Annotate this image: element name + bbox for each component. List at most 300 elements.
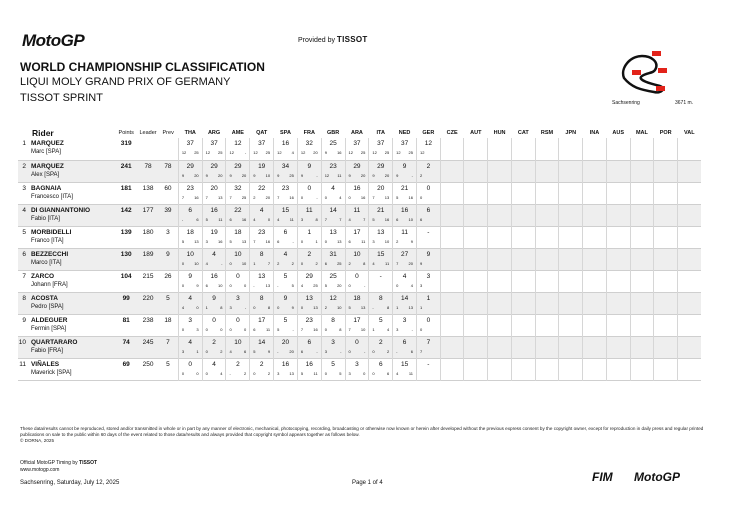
col-race: CAT: [517, 130, 529, 136]
race-total: 22: [258, 184, 266, 192]
race-cell-empty: [535, 314, 559, 336]
race-cell: [297, 358, 321, 380]
race-cell-empty: [440, 204, 464, 226]
race-cell: [393, 358, 417, 380]
race-cell: [417, 314, 441, 336]
race-total: 2: [236, 360, 240, 368]
fim-logo: FIM: [592, 470, 613, 484]
race-total: 29: [305, 272, 313, 280]
race-cell-empty: [440, 314, 464, 336]
race-total: 21: [377, 206, 385, 214]
table-row: [18, 358, 701, 380]
race-cell: [321, 204, 345, 226]
race-cell: [321, 248, 345, 270]
race-total: 8: [378, 294, 383, 302]
race-points: 16: [408, 194, 413, 200]
race-points: 9: [410, 238, 413, 244]
race-cell: [250, 292, 274, 314]
race-cell: [369, 336, 393, 358]
sprint-points: 7: [420, 348, 423, 354]
leader-gap: [138, 138, 158, 160]
race-points: 10: [337, 304, 342, 310]
race-cell: [297, 138, 321, 160]
race-points: 7: [339, 216, 342, 222]
rider-firstname: Fabio [ITA]: [30, 215, 60, 222]
race-cell-empty: [535, 292, 559, 314]
sprint-points: 12: [300, 150, 306, 155]
position: 6: [22, 250, 26, 258]
sprint-points: 5: [277, 326, 280, 332]
race-total: 29: [234, 162, 242, 170]
race-cell-empty: [630, 226, 654, 248]
race-cell-empty: [630, 314, 654, 336]
sprint-points: 9: [324, 150, 327, 155]
sprint-points: 5: [348, 304, 351, 310]
race-cell-empty: [630, 358, 654, 380]
race-cell-empty: [464, 204, 488, 226]
race-cell: [393, 270, 417, 292]
race-cell: [393, 160, 417, 182]
sprint-points: 6: [253, 326, 256, 332]
race-cell-empty: [511, 138, 535, 160]
col-race: SPA: [280, 130, 291, 136]
race-cell: [202, 270, 226, 292]
race-cell-empty: [488, 336, 512, 358]
race-cell-empty: [559, 248, 583, 270]
sprint-points: 12: [324, 172, 330, 178]
race-points: 11: [385, 260, 390, 266]
race-cell: [274, 292, 298, 314]
race-points: 2: [267, 370, 271, 376]
race-cell-empty: [559, 358, 583, 380]
race-cell: [178, 292, 202, 314]
classification-table: [18, 128, 701, 381]
race-total: 23: [186, 184, 194, 192]
race-total: 0: [426, 184, 431, 192]
position: 5: [22, 228, 26, 236]
points: 139: [120, 228, 132, 236]
sprint-points: 2: [348, 260, 351, 266]
race-cell: [250, 226, 274, 248]
race-points: 13: [194, 238, 199, 244]
race-total: 6: [307, 338, 312, 346]
race-total: 3: [426, 272, 431, 280]
race-points: 16: [337, 150, 342, 155]
race-cell: [417, 248, 441, 270]
sprint-points: 0: [300, 194, 304, 200]
race-cell-empty: [488, 182, 512, 204]
sprint-points: 5: [396, 194, 399, 200]
race-cell-empty: [678, 182, 701, 204]
position: 10: [18, 338, 26, 346]
race-cell: [178, 182, 202, 204]
sprint-points: 7: [396, 260, 399, 266]
race-points: 16: [241, 216, 247, 222]
sprint-points: 4: [229, 348, 232, 354]
race-points: 20: [194, 172, 199, 178]
race-cell-empty: [440, 182, 464, 204]
sprint-points: 6: [396, 216, 399, 222]
sprint-points: 4: [253, 216, 256, 222]
race-cell-empty: [583, 292, 607, 314]
race-total: 3: [402, 316, 407, 324]
sprint-points: 0: [348, 194, 351, 200]
race-cell-empty: [678, 204, 701, 226]
race-cell-empty: [630, 270, 654, 292]
rider-cell: [26, 292, 114, 314]
race-total: 14: [258, 338, 266, 346]
race-cell: [369, 160, 393, 182]
race-total: 1: [307, 228, 312, 236]
sprint-points: -: [253, 282, 255, 288]
race-points: 16: [218, 238, 223, 244]
race-cell-empty: [630, 182, 654, 204]
race-cell-empty: [654, 358, 678, 380]
race-total: 37: [377, 140, 385, 147]
race-total: 0: [212, 316, 216, 324]
col-race: AUT: [470, 130, 482, 136]
race-cell: [178, 248, 202, 270]
prev-gap: 78: [164, 162, 172, 170]
race-cell-empty: [464, 182, 488, 204]
race-cell: [393, 138, 417, 160]
race-cell-empty: [606, 182, 630, 204]
race-cell: [393, 292, 417, 314]
sprint-points: 12: [253, 150, 258, 155]
race-total: 2: [307, 250, 312, 258]
sprint-points: -: [229, 370, 231, 376]
race-points: -: [221, 260, 223, 266]
col-race: ARG: [207, 130, 221, 136]
race-points: 11: [218, 216, 223, 222]
sprint-points: 7: [181, 194, 185, 200]
points: 130: [120, 250, 132, 258]
sprint-points: 0: [253, 304, 256, 310]
sprint-points: 6: [348, 238, 351, 244]
table-row: [18, 292, 701, 314]
race-total: 11: [305, 206, 313, 214]
points: 69: [122, 360, 130, 368]
race-points: 9: [196, 282, 199, 288]
race-points: 11: [265, 326, 271, 332]
race-points: 20: [313, 150, 318, 155]
race-cell: [250, 336, 274, 358]
race-cell: [226, 336, 250, 358]
race-cell: [417, 358, 441, 380]
race-points: 25: [265, 150, 271, 155]
race-total: 10: [353, 250, 361, 258]
rider-firstname: Alex [SPA]: [30, 171, 60, 178]
sprint-points: 2: [253, 194, 256, 200]
race-points: 8: [386, 304, 390, 310]
sprint-points: 3: [420, 282, 423, 288]
race-cell-empty: [488, 314, 512, 336]
race-total: 9: [212, 294, 216, 302]
website-link[interactable]: www.motogp.com: [20, 467, 60, 473]
track-length: 3671 m.: [675, 100, 694, 106]
sprint-points: 0: [181, 370, 185, 376]
race-cell-empty: [583, 182, 607, 204]
race-cell: [369, 138, 393, 160]
rider-name: ALDEGUER: [30, 316, 68, 324]
race-total: 37: [186, 140, 194, 147]
race-total: 5: [283, 272, 288, 280]
race-points: 11: [289, 216, 294, 222]
sprint-points: 0: [300, 304, 304, 310]
leader-gap: 78: [144, 162, 152, 170]
race-points: -: [411, 172, 413, 178]
race-cell: [321, 336, 345, 358]
sprint-points: 6: [205, 282, 208, 288]
race-cell: [345, 160, 369, 182]
prev-gap: 9: [166, 250, 170, 258]
sprint-points: 1: [205, 304, 208, 310]
race-cell-empty: [535, 226, 559, 248]
place-date: Sachsenring, Saturday, July 12, 2025: [20, 480, 120, 486]
race-total: 3: [188, 316, 193, 324]
table-row: [18, 204, 701, 226]
prev-gap: 26: [164, 272, 172, 280]
race-points: 16: [265, 238, 271, 244]
sprint-points: 0: [372, 348, 375, 354]
race-cell: [202, 336, 226, 358]
race-cell-empty: [488, 226, 512, 248]
race-cell-empty: [559, 138, 583, 160]
table-row: [18, 270, 701, 292]
race-cell: [393, 248, 417, 270]
race-cell: [369, 226, 393, 248]
race-cell-empty: [440, 226, 464, 248]
race-total: 19: [210, 228, 218, 236]
sprint-points: 0: [229, 260, 232, 266]
points: 81: [122, 316, 130, 324]
race-total: 3: [355, 360, 359, 368]
col-race: POR: [659, 130, 672, 136]
race-cell: [321, 226, 345, 248]
race-total: 6: [402, 338, 407, 346]
race-points: 11: [313, 370, 318, 376]
race-cell: [369, 248, 393, 270]
race-cell: [321, 292, 345, 314]
sprint-points: 0: [324, 194, 327, 200]
race-total: 16: [400, 206, 409, 214]
race-cell-empty: [488, 358, 512, 380]
rider-cell: [26, 248, 114, 270]
position: 8: [22, 294, 26, 302]
race-cell-empty: [583, 336, 607, 358]
race-cell: [393, 204, 417, 226]
col-rider: Rider: [32, 128, 54, 138]
race-total: 9: [283, 294, 288, 302]
rider-cell: [26, 160, 114, 182]
sprint-points: 7: [229, 194, 232, 200]
race-cell: [178, 314, 202, 336]
race-cell-empty: [464, 314, 488, 336]
race-total: 23: [329, 162, 337, 170]
race-cell-empty: [654, 248, 678, 270]
race-total: 4: [402, 272, 407, 280]
race-cell-empty: [464, 248, 488, 270]
race-total: 10: [186, 250, 194, 258]
rider-name: QUARTARARO: [30, 338, 78, 346]
race-cell: [250, 314, 274, 336]
race-cell-empty: [535, 248, 559, 270]
race-cell: [345, 336, 369, 358]
race-cell: [345, 358, 369, 380]
race-points: 16: [384, 216, 390, 222]
race-points: 20: [289, 348, 294, 354]
race-points: 5: [339, 370, 342, 376]
col-race: AME: [231, 130, 244, 136]
col-race: JPN: [565, 130, 577, 136]
race-total: 12: [329, 294, 337, 302]
race-cell-empty: [559, 314, 583, 336]
sprint-points: 9: [229, 172, 232, 178]
race-cell: [250, 204, 274, 226]
race-total: 16: [210, 206, 218, 214]
race-total: 9: [307, 162, 312, 170]
table-row: [18, 248, 701, 270]
race-total: 16: [210, 272, 218, 280]
race-cell: [226, 270, 250, 292]
sprint-points: 5: [181, 238, 185, 244]
race-cell-empty: [511, 226, 535, 248]
race-cell: [321, 182, 345, 204]
race-cell-empty: [440, 248, 464, 270]
sprint-points: 1: [396, 304, 399, 310]
race-points: 13: [241, 238, 247, 244]
race-points: -: [244, 304, 247, 310]
sprint-points: 1: [253, 260, 256, 266]
race-cell: [297, 270, 321, 292]
prev-gap: 60: [164, 184, 172, 192]
race-cell-empty: [488, 138, 512, 160]
race-cell-empty: [583, 226, 607, 248]
race-cell: [345, 226, 369, 248]
sprint-points: 0: [348, 282, 351, 288]
race-points: -: [292, 326, 294, 332]
race-cell-empty: [654, 270, 678, 292]
race-cell: [297, 248, 321, 270]
race-points: 9: [291, 304, 294, 310]
sprint-points: 2: [324, 304, 327, 310]
race-cell: [178, 270, 202, 292]
race-points: 13: [313, 304, 318, 310]
race-total: -: [427, 228, 430, 236]
sprint-points: 3: [277, 370, 280, 376]
race-total: -: [427, 360, 430, 368]
race-points: 2: [244, 370, 247, 376]
race-cell: [321, 160, 345, 182]
race-cell-empty: [511, 248, 535, 270]
race-points: 6: [410, 348, 413, 354]
sprint-points: 4: [181, 304, 185, 310]
race-points: 0: [196, 304, 199, 310]
leader-gap: 250: [142, 360, 154, 368]
race-points: 25: [408, 150, 413, 155]
sprint-points: 7: [205, 194, 208, 200]
race-cell-empty: [678, 160, 701, 182]
sprint-points: 3: [205, 238, 208, 244]
race-points: 16: [313, 326, 318, 332]
session-name: TISSOT SPRINT: [20, 92, 103, 104]
race-cell-empty: [559, 182, 583, 204]
points: 142: [120, 206, 132, 214]
sprint-points: 9: [205, 172, 208, 178]
race-points: 0: [244, 282, 247, 288]
rider-firstname: Pedro [SPA]: [30, 303, 64, 310]
race-total: 16: [281, 360, 290, 368]
page-number: Page 1 of 4: [352, 480, 383, 486]
race-total: 14: [400, 294, 409, 302]
race-cell: [226, 226, 250, 248]
race-cell: [274, 336, 298, 358]
race-cell: [202, 204, 226, 226]
race-total: 8: [259, 294, 264, 302]
race-cell: [345, 292, 369, 314]
race-total: 13: [258, 272, 266, 280]
sprint-points: 4: [277, 216, 280, 222]
leader-gap: 245: [142, 338, 154, 346]
sprint-points: 1: [420, 304, 423, 310]
race-cell: [345, 138, 369, 160]
race-cell-empty: [654, 226, 678, 248]
race-cell: [202, 292, 226, 314]
race-cell-empty: [606, 248, 630, 270]
sprint-points: 9: [253, 172, 256, 178]
rider-cell: [26, 182, 114, 204]
race-points: 7: [363, 216, 366, 222]
race-cell-empty: [488, 248, 512, 270]
provided-by: Provided by TISSOT: [298, 35, 368, 44]
race-cell-empty: [606, 358, 630, 380]
race-total: 6: [378, 360, 383, 368]
track-map-icon: [612, 48, 672, 96]
race-total: 5: [331, 360, 335, 368]
leader-gap: 220: [142, 294, 154, 302]
sprint-points: 12: [181, 150, 187, 155]
race-cell-empty: [606, 292, 630, 314]
table-row: [18, 336, 701, 358]
race-cell: [226, 248, 250, 270]
race-points: 10: [360, 326, 366, 332]
race-total: 20: [281, 338, 290, 346]
sprint-points: 3: [300, 216, 304, 222]
race-cell: [274, 358, 298, 380]
race-cell: [345, 270, 369, 292]
race-cell-empty: [606, 204, 630, 226]
race-cell: [202, 160, 226, 182]
race-cell: [297, 336, 321, 358]
sprint-points: 3: [324, 348, 327, 354]
leader-gap: 215: [142, 272, 154, 280]
sprint-points: 6: [229, 216, 232, 222]
sprint-points: 9: [420, 260, 423, 266]
race-total: 4: [331, 184, 335, 192]
race-cell-empty: [678, 358, 701, 380]
points: 99: [122, 294, 130, 302]
col-race: HUN: [493, 130, 506, 136]
race-points: 8: [267, 304, 271, 310]
rider-name: MARQUEZ: [30, 162, 64, 170]
sprint-points: 0: [181, 282, 185, 288]
race-cell-empty: [583, 314, 607, 336]
col-race: GBR: [326, 130, 340, 136]
race-cell-empty: [630, 248, 654, 270]
sprint-points: 12: [205, 150, 211, 155]
sprint-points: 2: [396, 238, 399, 244]
race-cell: [274, 226, 298, 248]
